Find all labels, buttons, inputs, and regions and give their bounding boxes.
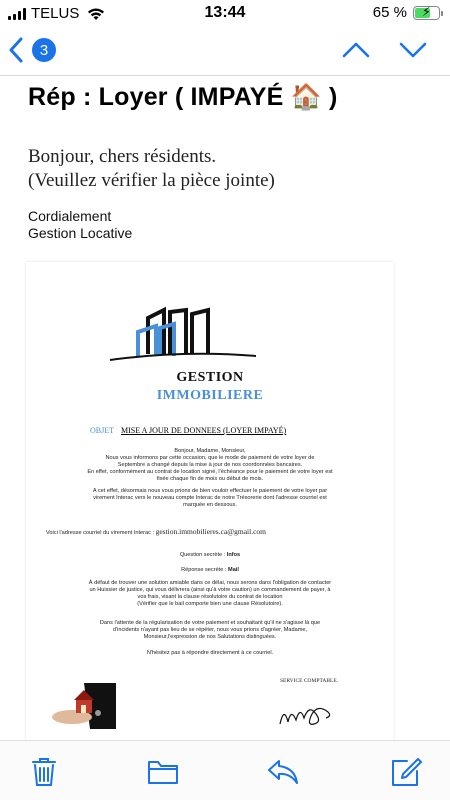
letter-object (90, 426, 286, 435)
battery-cap (441, 11, 443, 16)
reply-icon (269, 761, 297, 783)
chevron-left-icon (8, 37, 24, 63)
interac-email: gestion.immobilieres.ca@gmail.com (155, 527, 267, 536)
interac-email-line (46, 528, 386, 537)
letter-line: d'incidents n'ayant pas lieu de se répéter, nous vous prions d'agréer, Madame, (112, 627, 308, 633)
carrier-label: TELUS (31, 5, 80, 22)
letter-line: Dans l'attente de la régularisation de votre paiement et souhaitant qu'il ne s'agisse là que (99, 620, 321, 626)
status-bar (0, 0, 450, 26)
email-subject: Rép : Loyer ( IMPAYÉ 🏠 ) (28, 83, 338, 111)
signature-image (276, 700, 336, 730)
house-keys-photo (50, 683, 116, 729)
email-greeting (28, 145, 275, 193)
status-right (373, 4, 440, 21)
brand-name-line2: IMMOBILIERE (156, 388, 264, 403)
letter-paragraph (34, 650, 386, 657)
signoff-line: Gestion Locative (28, 225, 133, 241)
compose-button[interactable] (389, 757, 423, 787)
back-button[interactable] (8, 37, 56, 63)
greeting-line: Bonjour, chers résidents. (28, 146, 217, 167)
letter-line: vos frais, visant la clause résolutoire du contrat de location (137, 594, 283, 600)
battery-percent: 65 % (372, 4, 407, 21)
letter-line: N'hésitez pas à répondre directement à ce courriel. (146, 650, 274, 656)
interac-label: Voici l'adresse courriel du virement Interac : (46, 530, 155, 536)
letter-paragraph (34, 448, 386, 483)
compose-icon (393, 759, 421, 785)
letter-line: fixée chaque fin de mois ou début de mois. (156, 476, 264, 482)
clock: 13:44 (204, 4, 246, 21)
letter-line: A cet effet, désormais nous vous prions de bien vouloir effectuer le paiement de votre loyer par (92, 488, 328, 494)
secret-answer-value: Mail (228, 567, 239, 573)
letter-paragraph (34, 488, 386, 509)
object-label: OBJET (90, 426, 114, 435)
secret-question-line (34, 552, 386, 559)
secret-question-value: Infos (226, 552, 241, 558)
letter-line: En effet, conformément au contrat de location signé, l'échéance pour le paiement de votre loyer est (87, 469, 333, 475)
charging-icon: ⚡ (421, 3, 432, 19)
brand-name-line1: GESTION (176, 370, 244, 385)
secret-question-label: Question secrète : (179, 552, 226, 558)
unread-count-badge: 3 (32, 38, 56, 62)
letter-line: Septembre a changé depuis la mise à jour de nos coordonnées bancaires. (117, 462, 303, 468)
letter-line: virement Interac vers le nouveau compte Interac de notre Trésorerie dont l'adresse courriel est (93, 495, 327, 501)
letter-line: Bonjour, Madame, Monsieur, (174, 448, 246, 454)
letter-paragraph (34, 620, 386, 641)
mail-nav-bar (0, 26, 450, 76)
trash-icon (33, 759, 55, 785)
letter-line: Monsieur,l'expression de nos Salutations distinguées. (143, 634, 277, 640)
letter-line: marquée en dessous. (183, 502, 237, 508)
object-text: MISE A JOUR DE DONNEES (LOYER IMPAYÉ) (121, 426, 287, 435)
letter-line: Nous vous informons par cette occasion, que le mode de paiement de votre loyer de (105, 455, 315, 461)
folder-icon (149, 762, 177, 783)
secret-answer-label: Réponse secrète : (181, 567, 227, 573)
attachment-image[interactable] (26, 262, 394, 740)
trash-button[interactable] (27, 757, 61, 787)
move-to-folder-button[interactable] (146, 757, 180, 787)
signoff-line: Cordialement (28, 208, 112, 224)
letter-line: un Huissier de justice, qui vous délivrera (ainsi qu'à votre caution) un commandement de payer, à (89, 587, 331, 593)
secret-answer-line (34, 567, 386, 574)
mail-toolbar (0, 740, 450, 800)
building-logo-icon (108, 306, 258, 364)
battery-icon (413, 3, 440, 20)
previous-message-button[interactable] (341, 40, 371, 60)
greeting-line: (Veuillez vérifier la pièce jointe) (28, 170, 275, 191)
service-label: SERVICE COMPTABLE. (280, 678, 339, 684)
email-signoff (28, 208, 132, 242)
letter-line: (Vérifier que le bail comporte bien une clause Résolutoire). (137, 601, 283, 607)
reply-button[interactable] (266, 757, 300, 787)
letter-line: À défaut de trouver une solution amiable dans ce délai, nous serons dans l'obligation de contacter (88, 580, 332, 586)
letter-paragraph (34, 580, 386, 608)
next-message-button[interactable] (398, 40, 428, 60)
